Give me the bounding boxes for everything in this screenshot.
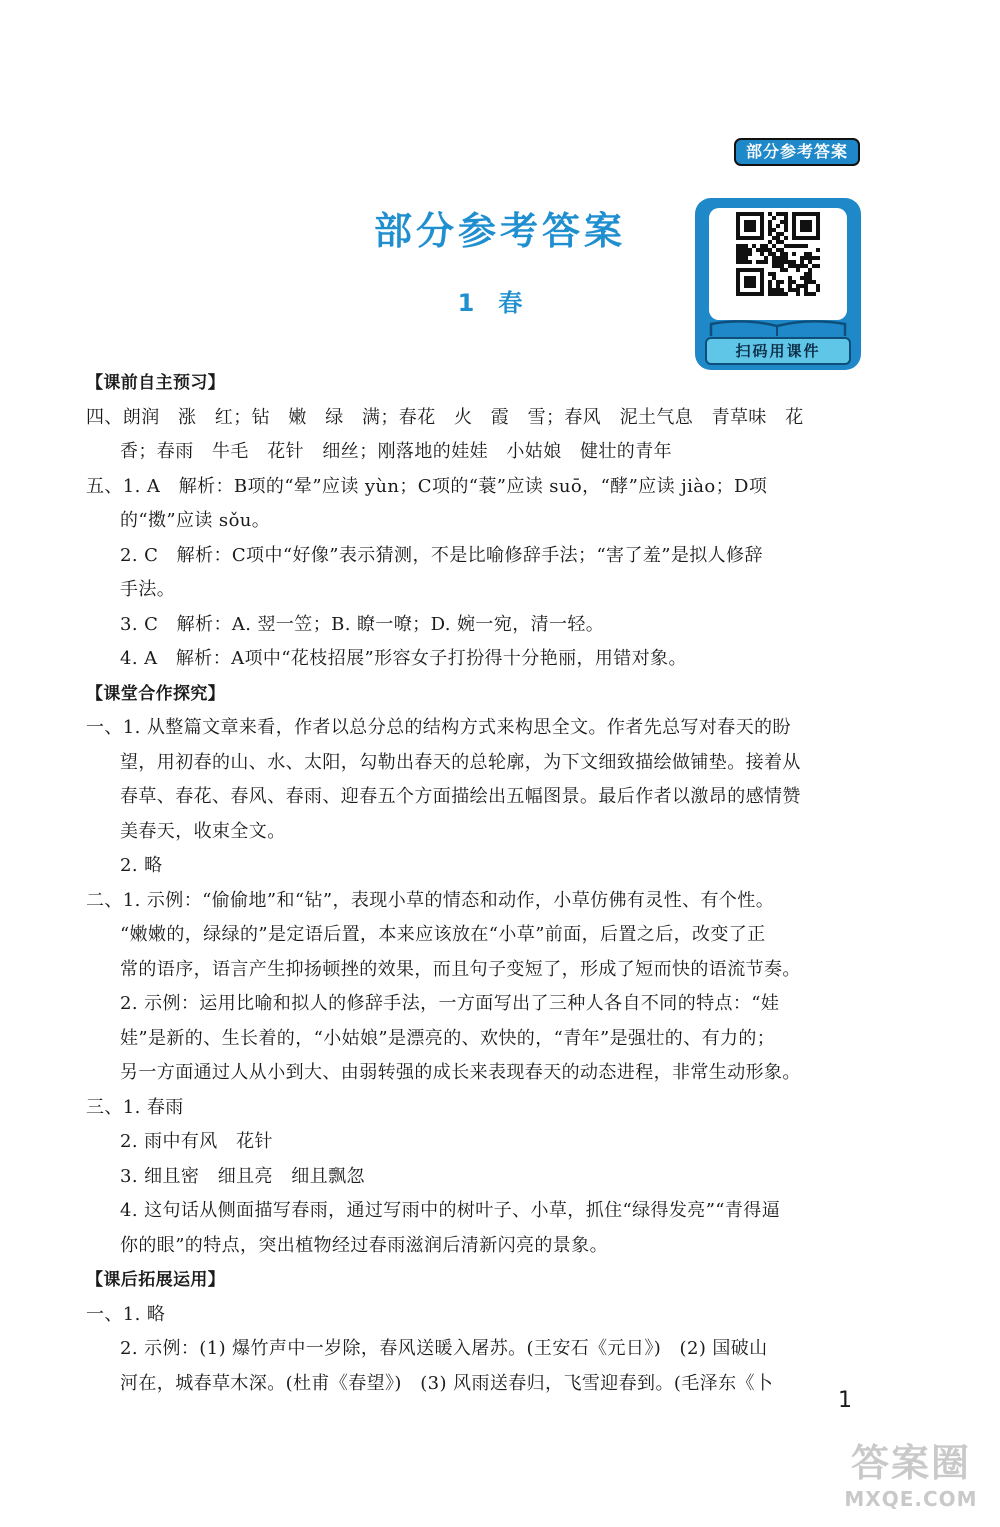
answer-line: 的“擞”应读 sǒu。 (120, 510, 271, 531)
qr-code-icon (736, 212, 820, 296)
scan-courseware-label[interactable]: 扫码用课件 (705, 337, 851, 365)
answer-line: 常的语序，语言产生抑扬顿挫的效果，而且句子变短了，形成了短而快的语流节奏。 (120, 958, 801, 980)
watermark-url: MXQE.COM (844, 1487, 978, 1511)
answer-line: “嫩嫩的，绿绿的”是定语后置，本来应该放在“小草”前面，后置之后，改变了正 (120, 924, 766, 945)
answer-line: 河在，城春草木深。(杜甫《春望》) (3) 风雨送春归，飞雪迎春到。(毛泽东《卜 (120, 1372, 774, 1394)
section-tag: 部分参考答案 (734, 138, 860, 166)
page-number: 1 (838, 1388, 852, 1413)
answer-line: 二、1. 示例：“偷偷地”和“钻”，表现小草的情态和动作，小草仿佛有灵性、有个性。 (86, 889, 775, 911)
answer-line: 另一方面通过人从小到大、由弱转强的成长来表现春天的动态进程，非常生动形象。 (120, 1062, 801, 1083)
section-heading: 【课后拓展运用】 (86, 1270, 226, 1290)
answer-line: 手法。 (120, 579, 176, 600)
answer-line: 2. 示例：(1) 爆竹声中一岁除，春风送暖入屠苏。(王安石《元日》) (2) 国破山 (120, 1338, 768, 1359)
answer-line: 五、1. A 解析：B项的“晕”应读 yùn；C项的“蓑”应读 suō，“酵”应读 jiào；D项 (86, 475, 768, 497)
watermark-text: 答案圈 (850, 1441, 971, 1485)
answer-line: 3. C 解析：A. 翌一笠；B. 瞭一嘹；D. 婉一宛，清一轻。 (120, 613, 605, 635)
qr-card[interactable] (695, 198, 861, 370)
answer-line: 望，用初春的山、水、太阳，勾勒出春天的总轮廓，为下文细致描绘做铺垫。接着从 (120, 751, 801, 773)
answer-line: 2. C 解析：C项中“好像”表示猜测，不是比喻修辞手法；“害了羞”是拟人修辞 (120, 544, 763, 566)
section-heading: 【课堂合作探究】 (86, 683, 226, 704)
answer-line: 三、1. 春雨 (86, 1096, 184, 1118)
watermark-logo (836, 1440, 986, 1522)
answer-line: 2. 雨中有风 花针 (120, 1131, 273, 1152)
qr-code[interactable] (709, 208, 847, 320)
lesson-title: 1 春 (457, 289, 523, 317)
answer-line: 春草、春花、春风、春雨、迎春五个方面描绘出五幅图景。最后作者以激昂的感情赞 (120, 786, 801, 807)
section-heading: 【课前自主预习】 (86, 373, 226, 393)
answer-line: 4. 这句话从侧面描写春雨，通过写雨中的树叶子、小草，抓住“绿得发亮”“青得逼 (120, 1200, 781, 1221)
answer-line: 香；春雨 牛毛 花针 细丝；刚落地的娃娃 小姑娘 健壮的青年 (120, 441, 672, 462)
answer-line: 四、朗润 涨 红；钻 嫩 绿 满；春花 火 霞 雪；春风 泥土气息 青草味 花 (86, 406, 804, 428)
answer-line: 3. 细且密 细且亮 细且飘忽 (120, 1165, 365, 1187)
answer-line: 一、1. 从整篇文章来看，作者以总分总的结构方式来构思全文。作者先总写对春天的盼 (86, 717, 791, 738)
answer-line: 你的眼”的特点，突出植物经过春雨滋润后清新闪亮的景象。 (120, 1234, 608, 1256)
answer-line: 4. A 解析：A项中“花枝招展”形容女子打扮得十分艳丽，用错对象。 (120, 648, 687, 669)
answer-content (86, 366, 866, 1401)
answer-line: 美春天，收束全文。 (120, 820, 286, 842)
answer-line: 娃”是新的、生长着的，“小姑娘”是漂亮的、欢快的，“青年”是强壮的、有力的； (120, 1027, 776, 1049)
book-icon (705, 316, 851, 338)
answer-line: 一、1. 略 (86, 1303, 166, 1325)
page-title: 部分参考答案 (373, 209, 626, 253)
answer-line: 2. 示例：运用比喻和拟人的修辞手法，一方面写出了三种人各自不同的特点：“娃 (120, 993, 780, 1014)
answer-line: 2. 略 (120, 855, 163, 876)
